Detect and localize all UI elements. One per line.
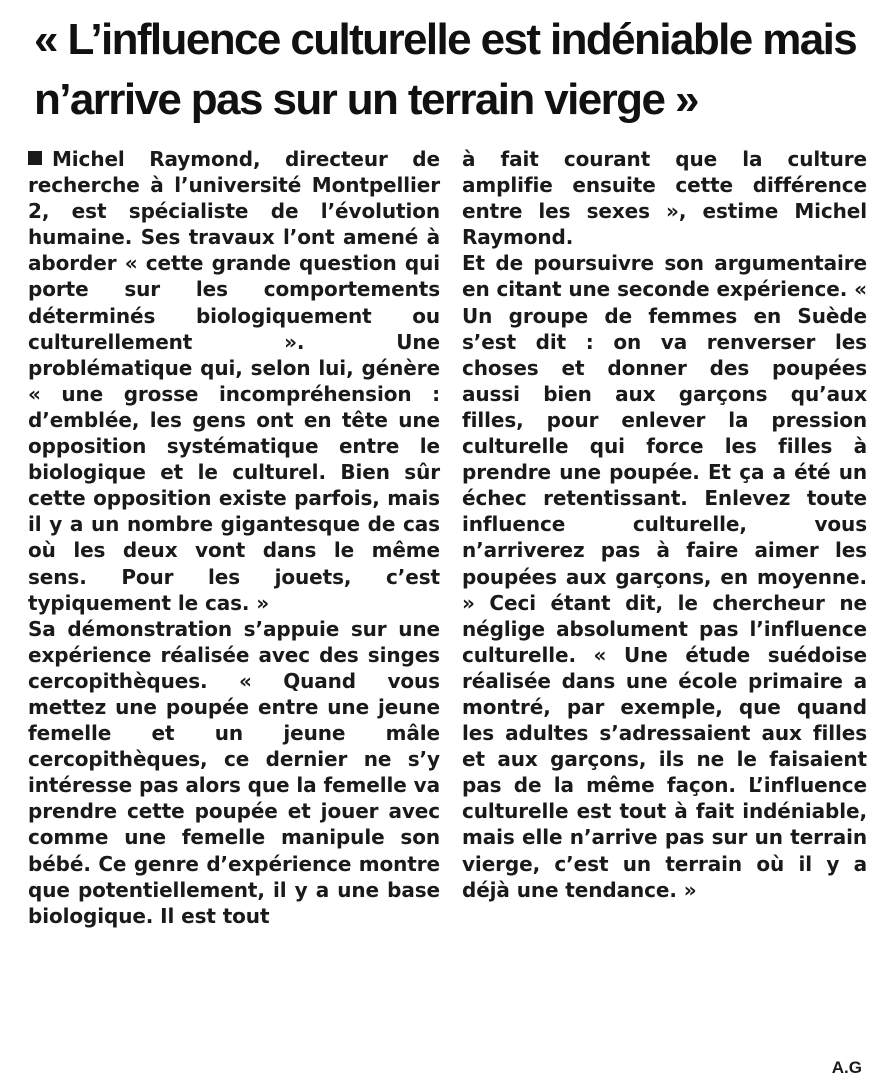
article-column-right — [462, 146, 867, 903]
article-paragraph: Sa démonstration s’appuie sur une expérience réalisée avec des singes cercopithèques. « Quand vous mettez une poupée entre une jeune femelle et un jeune mâle cercopithèques, ce dernier ne s’y intéresse pas alors que la femelle va prendre cette poupée et jouer avec comme une femelle manipule son bébé. Ce genre d’expérience montre que potentiellement, il y a une base biologique. Il est tout — [28, 616, 440, 928]
article-headline: « L’influence culturelle est indéniable mais n’arrive pas sur un terrain vierge » — [34, 15, 857, 124]
author-signature: A.G — [831, 1058, 862, 1077]
article-paragraph — [28, 146, 440, 616]
square-bullet-icon — [28, 151, 42, 165]
article-paragraph-text: Michel Raymond, directeur de recherche à l’université Montpellier 2, est spécialiste de l’évolution humaine. Ses travaux l’ont amené à aborder « cette grande question qui porte sur les comportements déterminés biologiquement ou culturellement ». Une problématique qui, selon lui, génère « une grosse incompréhension : d’emblée, les gens ont en tête une opposition systématique entre le biologique et le culturel. Bien sûr cette opposition existe parfois, mais il y a un nombre gigantesque de cas où les deux vont dans le même sens. Pour les jouets, c’est typiquement le cas. » — [28, 147, 440, 615]
article-paragraph: Et de poursuivre son argumentaire en citant une seconde expérience. « Un groupe de femmes en Suède s’est dit : on va renverser les choses et donner des poupées aussi bien aux garçons qu’aux filles, pour enlever la pression culturelle qui force les filles à prendre une poupée. Et ça a été un échec retentissant. Enlevez toute influence culturelle, vous n’arriverez pas à faire aimer les poupées aux garçons, en moyenne. » Ceci étant dit, le chercheur ne néglige absolument pas l’influence culturelle. « Une étude suédoise réalisée dans une école primaire a montré, par exemple, que quand les adultes s’adressaient aux filles et aux garçons, ils ne le faisaient pas de la même façon. L’influence culturelle est tout à fait indéniable, mais elle n’arrive pas sur un terrain vierge, c’est un terrain où il y a déjà une tendance. » — [462, 251, 867, 902]
article-column-left — [28, 146, 440, 929]
article-paragraph: à fait courant que la culture amplifie ensuite cette différence entre les sexes », estime Michel Raymond. — [462, 147, 867, 250]
